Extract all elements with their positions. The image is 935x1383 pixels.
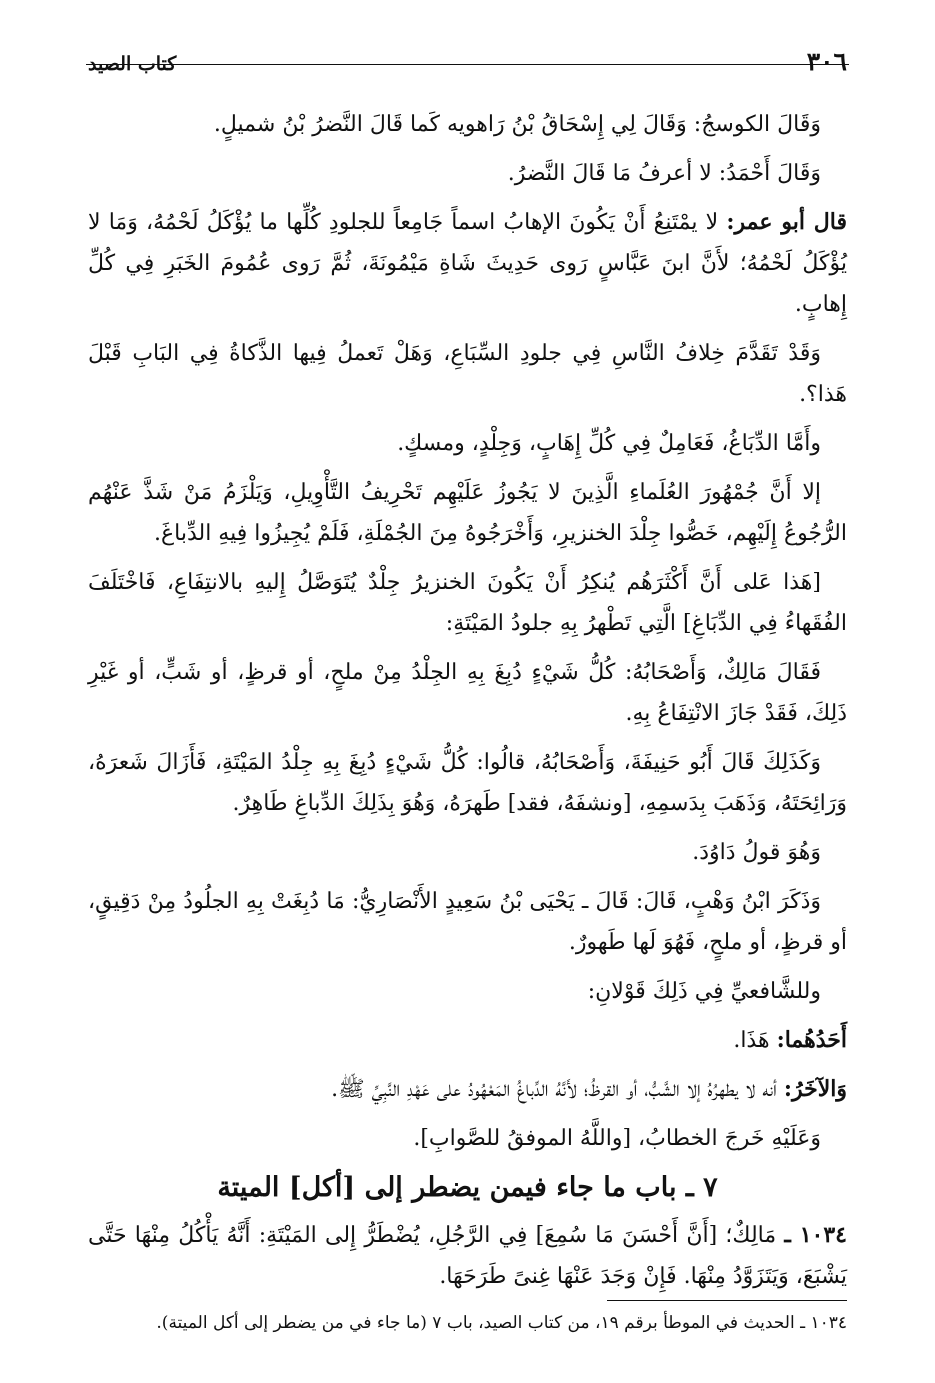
hadith-text: مَالِكٌ؛ [أَنَّ أَحْسَنَ مَا سُمِعَ] فِي الرَّجُلِ، يُضْطَرُّ إِلى المَيْتَةِ: أَنَّهُ يَأْكُلُ مِنْهَا حَتَّى يَشْبَعَ، وَيَتَزَوَّدُ مِنْهَا. فَإِنْ وَجَدَ عَنْهَا غِنىً طَرَحَهَا. (88, 1223, 847, 1289)
paragraph (88, 1020, 847, 1061)
hadith-number: ١٠٣٤ ـ (784, 1222, 847, 1248)
paragraph (88, 881, 847, 963)
paragraph (88, 153, 847, 194)
paragraph-text: لا يمْتَنِعُ أَنْ يَكُونَ الإهابُ اسماً جَامِعاً للجلودِ كُلِّها ما يُؤْكَلُ لَحْمُهُ، وَمَا لا يُؤْكَلُ لَحْمُهُ؛ لأَنَّ ابنَ عَبَّاسٍ رَوى حَدِيثَ شَاةِ مَيْمُونَةَ، ثُمَّ رَوى عُمُومَ الخَبَرِ فِي كُلِّ إِهابٍ. (88, 210, 847, 317)
paragraph-text: وَقَالَ أَحْمَدُ: لا أعرفُ مَا قَالَ النَّضرُ. (507, 161, 821, 186)
paragraph-text: وَقَالَ الكوسجُ: وَقَالَ لِي إِسْحَاقُ بْنُ رَاهويه كَما قَالَ النَّضرُ بْنُ شميلٍ. (213, 112, 821, 137)
paragraph-text: وَقَدْ تَقَدَّمَ خِلافُ النَّاسِ فِي جلودِ السِّبَاعِ، وَهَلْ تَعملُ فِيها الذَّكاةُ فِي البَابِ قَبْلَ هَذا؟. (88, 341, 847, 407)
paragraph-text: وللشَّافعيِّ فِي ذَلِكَ قَوْلانِ: (587, 979, 821, 1004)
speaker-label: وَالآخَرُ: (783, 1076, 847, 1102)
page-header (88, 40, 847, 74)
paragraph-text: وَذَكَرَ ابْنُ وَهْبٍ، قَالَ: قَالَ ـ يَحْيَى بْنُ سَعِيدٍ الأَنْصَارِيُّ: مَا دُبِغَتْ بِهِ الجلُودُ مِنْ دَقِيقٍ، أو قرظٍ، أو ملحٍ، فَهُوَ لَها طَهورٌ. (88, 889, 847, 955)
paragraph (88, 1118, 847, 1159)
paragraph-text: إلا أَنَّ جُمْهُورَ العُلَماءِ الَّذِينَ لا يَجُوزُ عَلَيْهِم تَحْرِيفُ التَّأْوِيلِ، وَيَلْزَمُ مَنْ شَذَّ عَنْهُم الرُّجُوعُ إِلَيْهِم، خَصُّوا جِلْدَ الخنزيرِ، وَأَخْرَجُوهُ مِنَ الجُمْلَةِ، فَلَمْ يُجِيزُوا فِيهِ الدِّباغَ. (88, 480, 847, 546)
speaker-label: قال أبو عمر: (726, 209, 847, 235)
main-text (88, 104, 847, 1305)
paragraph (88, 1069, 847, 1110)
page-number: ٣٠٦ (806, 47, 847, 76)
paragraph (88, 104, 847, 145)
paragraph-text: وَهُوَ قولُ دَاوُدَ. (692, 840, 821, 865)
paragraph (88, 742, 847, 824)
paragraph-text: فَقَالَ مَالِكٌ، وَأَصْحَابُهُ: كُلُّ شَيْءٍ دُبِغَ بِهِ الجِلْدُ مِنْ ملحٍ، أو قرظٍ، أو شَبٍّ، أو غَيْرِ ذَلِكَ، فَقَدْ جَازَ الانْتِفَاعُ بِهِ. (88, 660, 847, 726)
footnote-divider (607, 1300, 847, 1301)
paragraph (88, 202, 847, 325)
header-divider (86, 64, 849, 65)
paragraph (88, 652, 847, 734)
paragraph (88, 832, 847, 873)
paragraph-text: [هَذا عَلى أَنَّ أَكْثَرَهُم يُنكِرُ أَنْ يَكُونَ الخنزيرُ جِلْدٌ يُتَوَصَّلُ إِليهِ بالانتِفَاعِ، فَاخْتَلَفَ الفُقَهاءُ فِي الدِّبَاغِ] الَّتِي تَطْهرُ بِهِ جلودُ المَيْتَةِ: (88, 570, 847, 636)
paragraph-text: هَذَا. (733, 1028, 770, 1053)
hadith-paragraph (88, 1215, 847, 1297)
paragraph-text: أنه لا يطهرُهُ إلا الشَّبُّ، أو القرظُ؛ لأَنَّهُ الدِّباغُ المَعْهُودُ على عَهْدِ النَّبِيِّ ﷺ. (331, 1077, 777, 1102)
speaker-label: أَحَدُهُما: (776, 1027, 847, 1053)
chapter-heading: ٧ ـ باب ما جاء فيمن يضطر إلى [أكل] الميتة (217, 1172, 718, 1203)
footnote: ١٠٣٤ ـ الحديث في الموطأ برقم ١٩، من كتاب الصيد، باب ٧ (ما جاء في من يضطر إلى أكل الميتة). (156, 1313, 847, 1333)
paragraph-text: وَعَلَيْهِ خَرجَ الخطابُ، [واللَّهُ الموفقُ للصَّوابِ]. (413, 1126, 821, 1151)
paragraph (88, 423, 847, 464)
paragraph (88, 472, 847, 554)
paragraph-text: وأَمَّا الدِّبَاغُ، فَعَامِلٌ فِي كُلِّ إِهَابٍ، وَجِلْدٍ، ومسكٍ. (397, 431, 821, 456)
paragraph (88, 333, 847, 415)
paragraph (88, 971, 847, 1012)
paragraph (88, 562, 847, 644)
running-title: كتاب الصيد (88, 53, 177, 75)
paragraph-text: وَكَذَلِكَ قَالَ أَبُو حَنِيفَةَ، وَأَصْحَابُهُ، قالُوا: كُلُّ شَيْءٍ دُبِغَ بِهِ جِلْدُ المَيْتَةِ، فَأَزَالَ شَعرَهُ، وَرَائِحَتَهُ، وَذَهَبَ بِدَسمِهِ، [ونشفَهُ، فقد] طَهرَهُ، وَهُوَ بِذَلِكَ الدِّباغِ طَاهِرٌ. (88, 750, 847, 816)
